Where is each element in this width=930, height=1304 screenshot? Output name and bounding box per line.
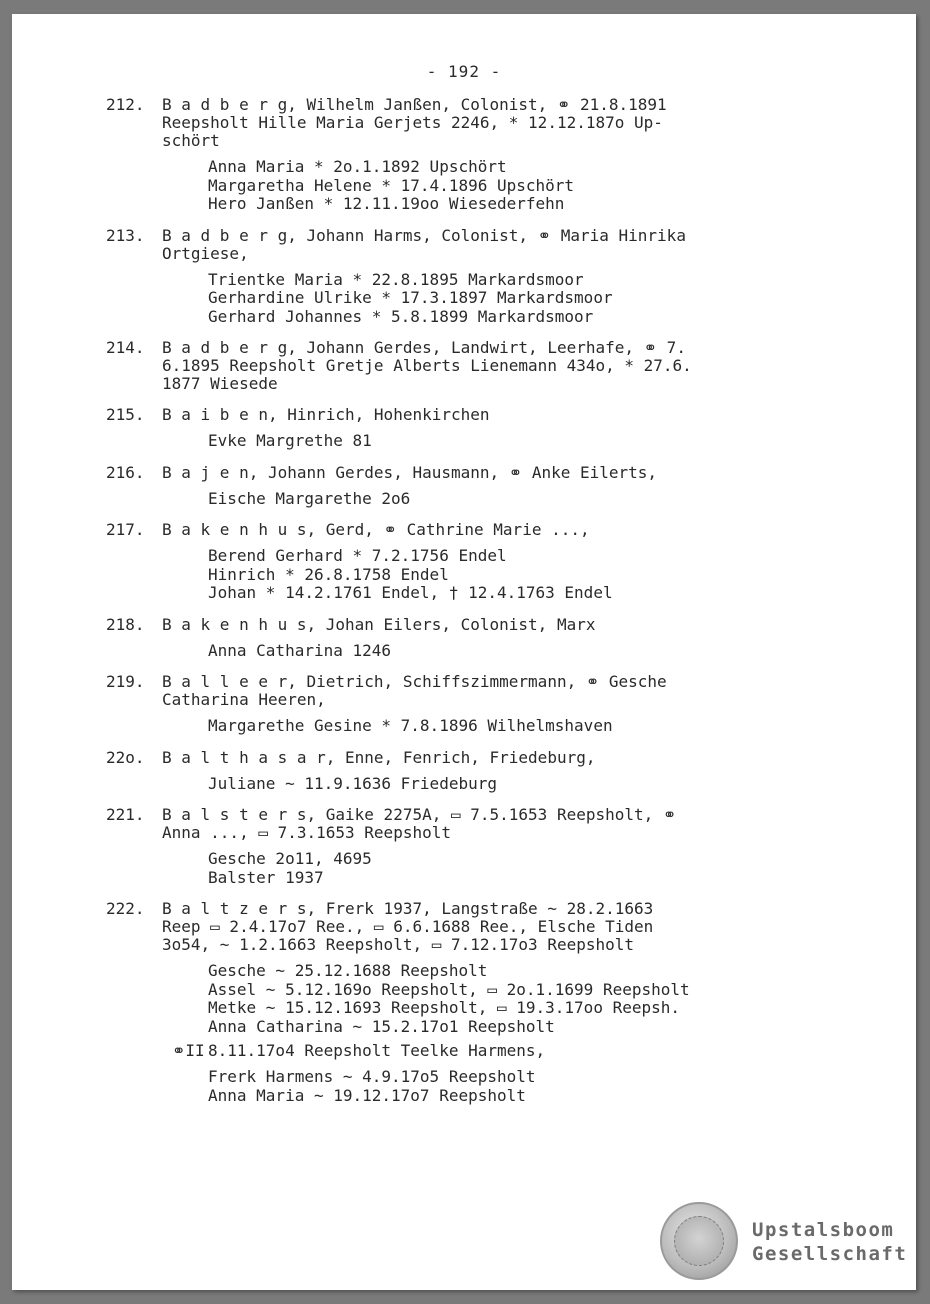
entry-213 (106, 227, 806, 327)
entry-number: 222. (106, 899, 145, 918)
child-line: Anna Maria * 2o.1.1892 Upschört (208, 157, 507, 176)
entry-number: 215. (106, 405, 145, 424)
entry-number: 22o. (106, 747, 145, 767)
society-logo (660, 1200, 908, 1284)
entry-line: 3o54, ~ 1.2.1663 Reepsholt, ▭ 7.12.17o3 Reepsholt (162, 935, 635, 954)
child-line: Evke Margrethe 81 (208, 431, 372, 450)
child-line: Eische Margarethe 2o6 (208, 488, 411, 508)
child-line: Anna Catharina ~ 15.2.17o1 Reepsholt (208, 1016, 555, 1036)
second-marriage (106, 1042, 806, 1060)
entry-220 (106, 749, 806, 794)
entry-218 (106, 616, 806, 661)
children-list (106, 432, 806, 451)
entry-number: 216. (106, 462, 145, 482)
entry-216 (106, 464, 806, 509)
entry-215 (106, 406, 806, 451)
children-list (106, 547, 806, 603)
seal-icon (660, 1202, 738, 1280)
entry-221 (106, 806, 806, 887)
child-line: Margaretha Helene * 17.4.1896 Upschört (208, 175, 575, 195)
child-line: Anna Maria ~ 19.12.17o7 Reepsholt (208, 1085, 526, 1105)
entry-line: B a l t h a s a r, Enne, Fenrich, Friedeburg, (162, 747, 596, 767)
child-line: Metke ~ 15.12.1693 Reepsholt, ▭ 19.3.17oo Reepsh. (208, 998, 681, 1017)
entry-line: B a d b e r g, Wilhelm Janßen, Colonist, ⚭ 21.8.1891 (162, 95, 667, 114)
entry-number: 212. (106, 95, 145, 114)
child-line: Berend Gerhard * 7.2.1756 Endel (208, 546, 507, 565)
child-line: Juliane ~ 11.9.1636 Friedeburg (208, 773, 497, 793)
entry-number: 219. (106, 672, 145, 691)
children-list (106, 775, 806, 794)
entry-line: 1877 Wiesede (162, 374, 278, 393)
child-line: Gesche ~ 25.12.1688 Reepsholt (208, 961, 488, 980)
children-list (106, 962, 806, 1036)
entry-line: Ortgiese, (162, 243, 249, 263)
children-list (106, 158, 806, 214)
second-marriage-prefix: ⚭II (172, 1041, 205, 1060)
logo-text (752, 1218, 907, 1266)
entry-line: 6.1895 Reepsholt Gretje Alberts Lienemann 434o, * 27.6. (162, 356, 692, 375)
child-line: Johan * 14.2.1761 Endel, † 12.4.1763 Endel (208, 583, 613, 602)
entry-line: B a d b e r g, Johann Gerdes, Landwirt, Leerhafe, ⚭ 7. (162, 338, 686, 357)
entry-list (106, 96, 806, 1118)
children-list (106, 271, 806, 327)
entry-number: 213. (106, 225, 145, 245)
entry-line: B a d b e r g, Johann Harms, Colonist, ⚭ Maria Hinrika (162, 225, 686, 245)
entry-line: B a l s t e r s, Gaike 2275A, ▭ 7.5.1653 Reepsholt, ⚭ (162, 805, 677, 824)
second-marriage-line: 8.11.17o4 Reepsholt Teelke Harmens, (208, 1041, 546, 1060)
entry-222 (106, 900, 806, 1105)
entry-line: B a k e n h u s, Johan Eilers, Colonist, Marx (162, 614, 596, 634)
second-children-list (106, 1068, 806, 1105)
children-list (106, 850, 806, 887)
child-line: Trientke Maria * 22.8.1895 Markardsmoor (208, 269, 584, 289)
entry-line: B a j e n, Johann Gerdes, Hausmann, ⚭ Anke Eilerts, (162, 462, 658, 482)
entry-line: Anna ..., ▭ 7.3.1653 Reepsholt (162, 823, 451, 842)
child-line: Balster 1937 (208, 867, 324, 887)
child-line: Gerhard Johannes * 5.8.1899 Markardsmoor (208, 306, 594, 326)
entry-line: Catharina Heeren, (162, 690, 326, 709)
logo-line-1: Upstalsboom (752, 1219, 895, 1241)
entry-number: 214. (106, 338, 145, 357)
document-page (12, 14, 916, 1290)
children-list (106, 717, 806, 736)
child-line: Gerhardine Ulrike * 17.3.1897 Markardsmoor (208, 288, 613, 307)
entry-line: B a i b e n, Hinrich, Hohenkirchen (162, 405, 490, 424)
child-line: Frerk Harmens ~ 4.9.17o5 Reepsholt (208, 1067, 536, 1086)
entry-217 (106, 521, 806, 603)
entry-line: B a k e n h u s, Gerd, ⚭ Cathrine Marie ..., (162, 520, 590, 539)
entry-line: B a l l e e r, Dietrich, Schiffszimmermann, ⚭ Gesche (162, 672, 667, 691)
entry-number: 217. (106, 520, 145, 539)
entry-number: 218. (106, 614, 145, 634)
page-number: - 192 - (426, 62, 502, 81)
entry-212 (106, 96, 806, 214)
entry-line: B a l t z e r s, Frerk 1937, Langstraße ~ 28.2.1663 (162, 899, 654, 918)
child-line: Assel ~ 5.12.169o Reepsholt, ▭ 2o.1.1699 Reepsholt (208, 979, 690, 999)
child-line: Hero Janßen * 12.11.19oo Wiesederfehn (208, 194, 565, 213)
entry-number: 221. (106, 805, 145, 824)
entry-line: schört (162, 131, 220, 150)
children-list (106, 490, 806, 509)
entry-214 (106, 339, 806, 393)
child-line: Margarethe Gesine * 7.8.1896 Wilhelmshaven (208, 716, 613, 735)
child-line: Anna Catharina 1246 (208, 640, 392, 660)
child-line: Hinrich * 26.8.1758 Endel (208, 564, 449, 584)
entry-line: Reepsholt Hille Maria Gerjets 2246, * 12.12.187o Up- (162, 113, 663, 132)
entry-line: Reep ▭ 2.4.17o7 Ree., ▭ 6.6.1688 Ree., Elsche Tiden (162, 917, 654, 936)
entry-219 (106, 673, 806, 736)
children-list (106, 642, 806, 661)
logo-line-2: Gesellschaft (752, 1243, 908, 1265)
child-line: Gesche 2o11, 4695 (208, 849, 372, 868)
